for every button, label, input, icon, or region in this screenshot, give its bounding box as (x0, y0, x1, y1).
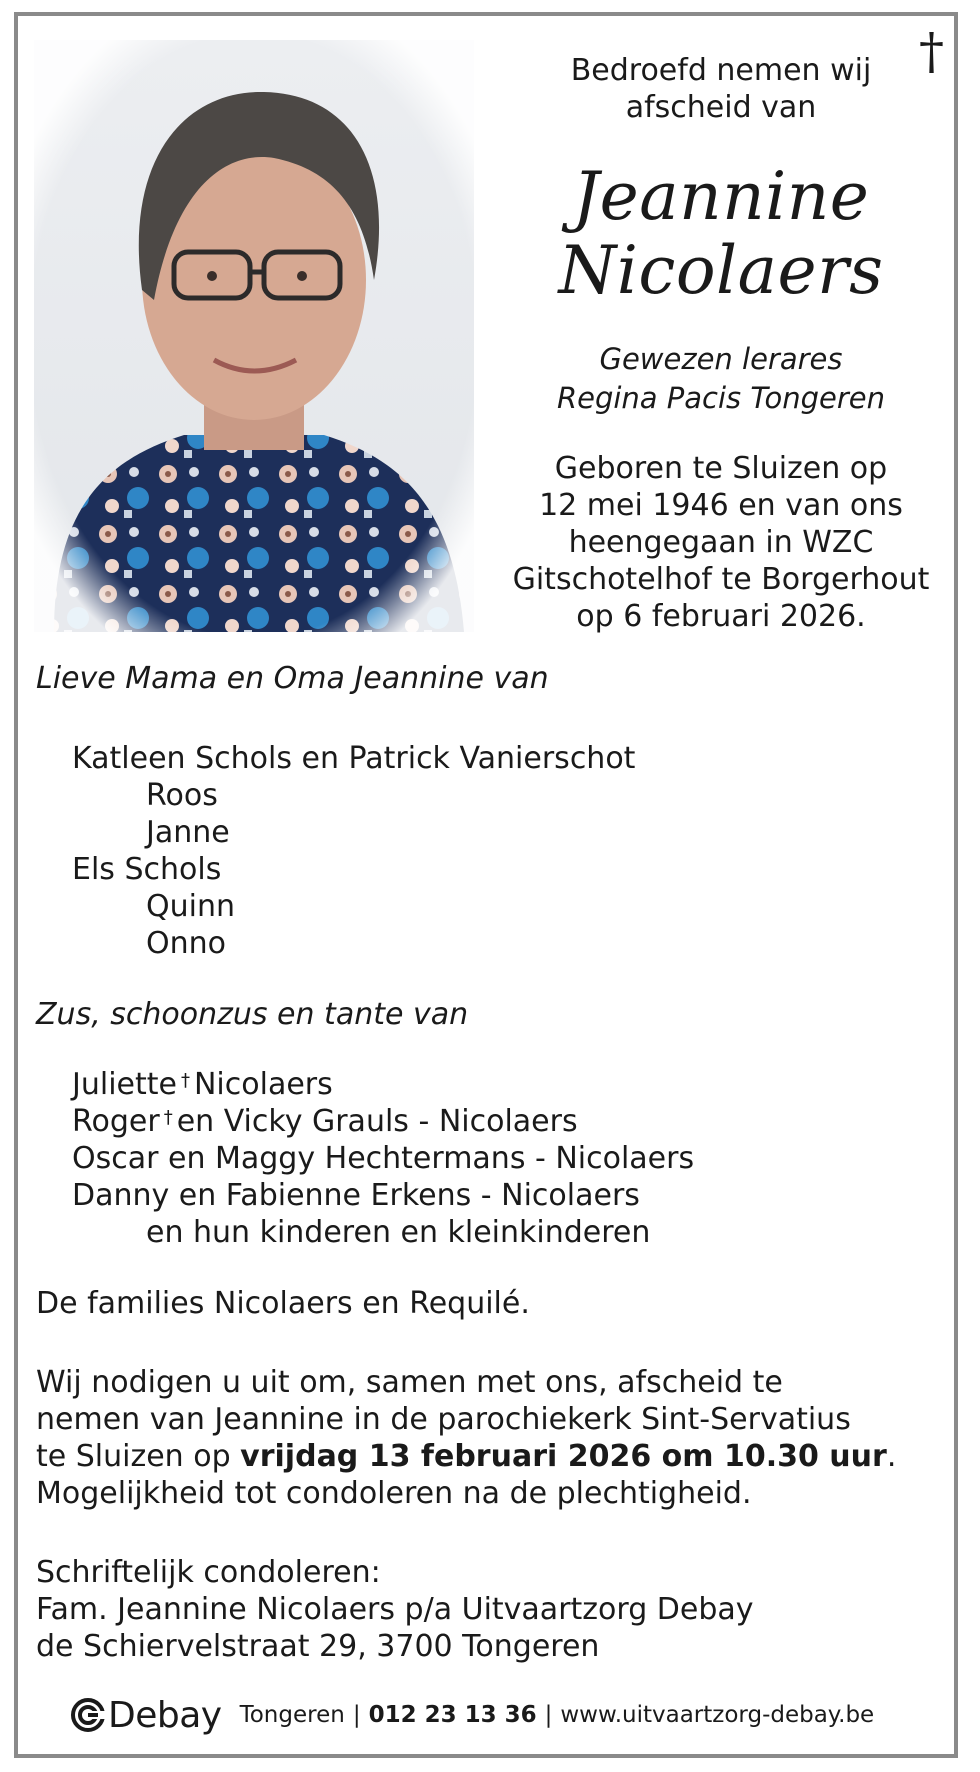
debay-logo-icon (70, 1697, 106, 1733)
condolence-heading: Schriftelijk condoleren: (36, 1555, 381, 1590)
family-heading: Lieve Mama en Oma Jeannine van (36, 661, 549, 696)
invitation-line: Mogelijkheid tot condoleren na de plechtigheid. (36, 1476, 752, 1511)
family-member: Els Schols (72, 852, 222, 887)
sibling-line: Oscar en Maggy Hechtermans - Nicolaers (72, 1141, 695, 1176)
sibling-line: Juliette † Nicolaers (72, 1067, 333, 1102)
family-member: Janne (146, 815, 230, 850)
families-line: De families Nicolaers en Requilé. (36, 1286, 530, 1321)
deceased-mark: † (180, 1070, 190, 1091)
cross-symbol: † (919, 22, 944, 80)
invitation-line: te Sluizen op vrijdag 13 februari 2026 om 10.30 uur. (36, 1439, 897, 1474)
birth-death-details: Geboren te Sluizen op 12 mei 1946 en van ons heengegaan in WZC Gitschotelhof te Borgerhout op 6 februari 2026. (512, 451, 930, 634)
ceremony-datetime: vrijdag 13 februari 2026 om 10.30 uur (240, 1439, 887, 1474)
family-member: Quinn (146, 889, 235, 924)
former-occupation: Gewezen lerares Regina Pacis Tongeren (556, 342, 886, 415)
intro-text: Bedroefd nemen wij afscheid van (570, 53, 872, 125)
family-member: Katleen Schols en Patrick Vanierschot (72, 741, 636, 776)
footer-phone[interactable]: 012 23 13 36 (368, 1702, 537, 1728)
invitation-line: Wij nodigen u uit om, samen met ons, afscheid te (36, 1365, 783, 1400)
invitation-line: nemen van Jeannine in de parochiekerk Sint-Servatius (36, 1402, 851, 1437)
family-member: Onno (146, 926, 226, 961)
sibling-line: en hun kinderen en kleinkinderen (146, 1215, 651, 1250)
footer-website[interactable]: www.uitvaartzorg-debay.be (560, 1702, 875, 1728)
funeral-home-footer: Debay Tongeren | 012 23 13 36 | www.uitvaartzorg-debay.be (70, 1690, 874, 1740)
siblings-heading: Zus, schoonzus en tante van (36, 997, 469, 1032)
debay-logo: Debay (70, 1695, 222, 1736)
sibling-line: Roger † en Vicky Grauls - Nicolaers (72, 1104, 578, 1139)
family-member: Roos (146, 778, 218, 813)
sibling-line: Danny en Fabienne Erkens - Nicolaers (72, 1178, 640, 1213)
condolence-address: de Schiervelstraat 29, 3700 Tongeren (36, 1629, 600, 1664)
deceased-name: Jeannine Nicolaers (558, 158, 884, 309)
deceased-mark: † (163, 1107, 173, 1128)
condolence-address: Fam. Jeannine Nicolaers p/a Uitvaartzorg Debay (36, 1592, 754, 1627)
portrait-photo (34, 40, 474, 632)
footer-city: Tongeren (239, 1702, 345, 1728)
